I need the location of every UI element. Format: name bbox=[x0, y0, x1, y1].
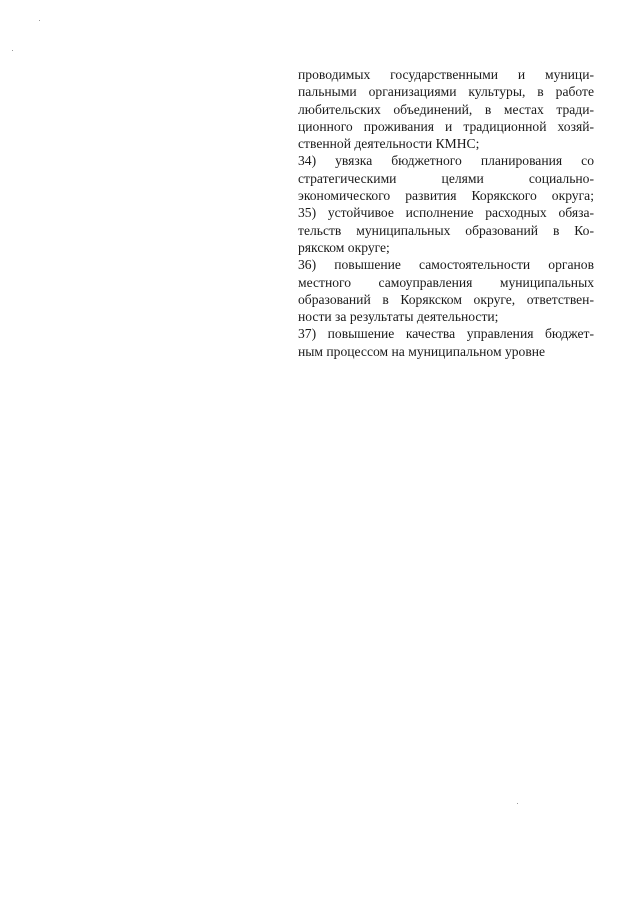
scan-speck bbox=[517, 803, 518, 804]
text-line: местного самоуправления муниципальных bbox=[298, 274, 594, 290]
text-line: 35) устойчивое исполнение расходных обяза- bbox=[298, 205, 594, 221]
text-line: ности за результаты деятельности; bbox=[298, 309, 499, 325]
text-line: экономического развития Корякского округа; bbox=[298, 188, 594, 204]
text-line: тельств муниципальных образований в Ко- bbox=[298, 222, 594, 238]
text-line: проводимых государственными и муници- bbox=[298, 67, 594, 82]
scan-speck bbox=[12, 50, 13, 51]
text-line: рякском округе; bbox=[298, 239, 390, 255]
text-line: ным процессом на муниципальном уровне bbox=[298, 343, 546, 359]
text-line: стратегическими целями социально- bbox=[298, 170, 594, 186]
text-line: пальными организациями культуры, в работе bbox=[298, 84, 594, 100]
text-line: ственной деятельности КМНС; bbox=[298, 136, 480, 152]
text-line: ционного проживания и традиционной хозяй- bbox=[298, 118, 594, 134]
text-line: любительских объединений, в местах тради- bbox=[298, 101, 594, 117]
list-item-35 bbox=[298, 204, 594, 256]
list-item-37 bbox=[298, 325, 594, 360]
list-item-36 bbox=[298, 256, 594, 325]
text-line: 36) повышение самостоятельности органов bbox=[298, 257, 594, 273]
list-item-34 bbox=[298, 152, 594, 204]
paragraph-continuation bbox=[298, 66, 594, 152]
scan-speck bbox=[39, 20, 40, 21]
text-line: 34) увязка бюджетного планирования со bbox=[298, 153, 594, 169]
text-line: 37) повышение качества управления бюджет- bbox=[298, 326, 594, 342]
text-line: образований в Корякском округе, ответствен- bbox=[298, 291, 594, 307]
text-column bbox=[298, 66, 594, 360]
